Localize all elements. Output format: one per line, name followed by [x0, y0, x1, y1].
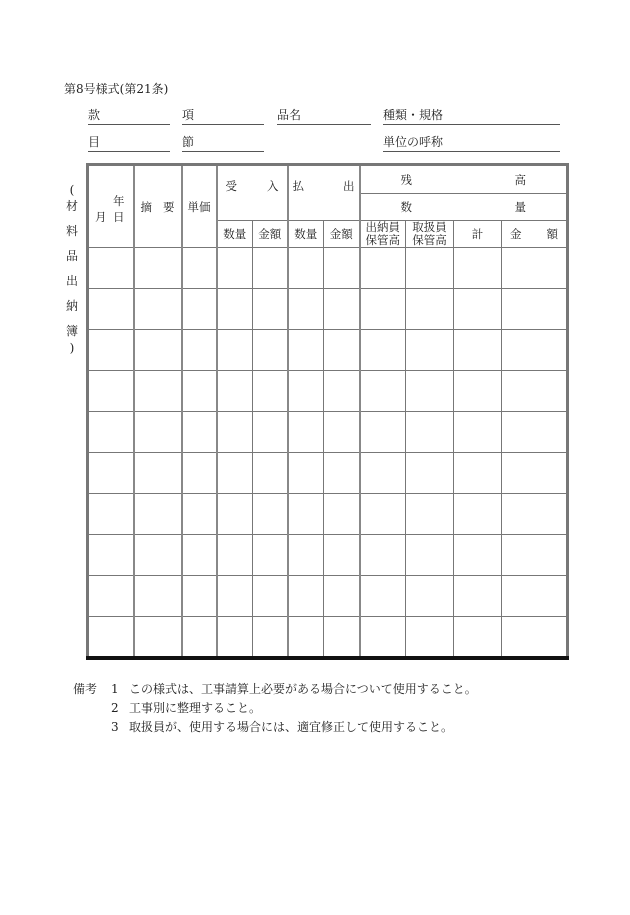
- table-row: [88, 617, 568, 658]
- header-quantity-b: 量: [514, 200, 526, 214]
- table-cell[interactable]: [502, 535, 568, 576]
- table-cell[interactable]: [324, 330, 360, 371]
- table-cell[interactable]: [454, 535, 502, 576]
- header-handler-2: 保管高: [412, 233, 447, 247]
- table-cell[interactable]: [454, 371, 502, 412]
- table-cell[interactable]: [502, 576, 568, 617]
- table-cell[interactable]: [253, 412, 288, 453]
- table-cell[interactable]: [406, 617, 454, 658]
- table-cell[interactable]: [324, 289, 360, 330]
- header-balance-b: 高: [514, 172, 526, 187]
- header-handler-holding: [406, 221, 454, 248]
- table-cell[interactable]: [182, 453, 217, 494]
- table-cell[interactable]: [134, 453, 182, 494]
- table-cell[interactable]: [288, 453, 324, 494]
- table-cell[interactable]: [502, 617, 568, 658]
- table-cell[interactable]: [253, 248, 288, 289]
- table-cell[interactable]: [454, 412, 502, 453]
- table-cell[interactable]: [324, 371, 360, 412]
- table-cell[interactable]: [502, 248, 568, 289]
- table-cell[interactable]: [88, 617, 134, 658]
- header-amount-b: 額: [546, 227, 558, 241]
- table-cell[interactable]: [360, 617, 406, 658]
- table-cell[interactable]: [360, 494, 406, 535]
- table-cell[interactable]: [134, 289, 182, 330]
- table-cell[interactable]: [182, 535, 217, 576]
- table-cell[interactable]: [253, 494, 288, 535]
- header-handler-1: 取扱員: [412, 220, 447, 234]
- table-cell[interactable]: [288, 371, 324, 412]
- table-cell[interactable]: [288, 576, 324, 617]
- note-num: 1: [111, 682, 119, 696]
- header-date: [88, 165, 134, 248]
- table-cell[interactable]: [360, 371, 406, 412]
- table-cell[interactable]: [134, 371, 182, 412]
- field-tani[interactable]: [383, 135, 560, 152]
- table-cell[interactable]: [182, 576, 217, 617]
- header-unit-price: 単価: [182, 165, 217, 248]
- table-cell[interactable]: [502, 289, 568, 330]
- notes-label: 備考: [73, 682, 98, 696]
- header-month: 月: [95, 209, 107, 224]
- table-row: [88, 494, 568, 535]
- table-cell[interactable]: [454, 494, 502, 535]
- field-kou[interactable]: [182, 108, 264, 125]
- table-cell[interactable]: [217, 494, 253, 535]
- note-text: この様式は、工事請算上必要がある場合について使用すること。: [129, 682, 477, 696]
- field-setsu-label: 節: [182, 135, 195, 149]
- header-summary-b: 要: [163, 199, 175, 214]
- table-cell[interactable]: [454, 330, 502, 371]
- table-cell[interactable]: [288, 289, 324, 330]
- table-cell[interactable]: [502, 494, 568, 535]
- note-item: [73, 680, 477, 699]
- side-char: 簿: [65, 324, 78, 338]
- table-cell[interactable]: [454, 248, 502, 289]
- table-cell[interactable]: [217, 330, 253, 371]
- table-cell[interactable]: [406, 494, 454, 535]
- table-cell[interactable]: [324, 617, 360, 658]
- table-cell[interactable]: [324, 248, 360, 289]
- table-cell[interactable]: [217, 453, 253, 494]
- table-cell[interactable]: [134, 617, 182, 658]
- side-label: [64, 183, 80, 355]
- header-amount-a: 金: [510, 227, 522, 241]
- table-cell[interactable]: [88, 248, 134, 289]
- table-cell[interactable]: [182, 412, 217, 453]
- table-cell[interactable]: [253, 289, 288, 330]
- header-cashier-holding: [360, 221, 406, 248]
- table-cell[interactable]: [360, 412, 406, 453]
- table-cell[interactable]: [217, 617, 253, 658]
- table-cell[interactable]: [406, 371, 454, 412]
- table-cell[interactable]: [88, 576, 134, 617]
- ledger-table: [86, 163, 569, 660]
- table-cell[interactable]: [134, 248, 182, 289]
- table-cell[interactable]: [406, 535, 454, 576]
- field-moku[interactable]: [88, 135, 170, 152]
- table-cell[interactable]: [134, 576, 182, 617]
- header-payout-qty: 数量: [288, 221, 324, 248]
- table-cell[interactable]: [182, 617, 217, 658]
- table-cell[interactable]: [324, 412, 360, 453]
- table-cell[interactable]: [288, 330, 324, 371]
- table-cell[interactable]: [324, 494, 360, 535]
- field-moku-label: 目: [88, 135, 101, 149]
- table-cell[interactable]: [406, 453, 454, 494]
- table-row: [88, 535, 568, 576]
- note-item: [73, 699, 477, 718]
- table-cell[interactable]: [253, 453, 288, 494]
- field-kan-label: 款: [88, 108, 101, 122]
- field-kan[interactable]: [88, 108, 170, 125]
- table-cell[interactable]: [217, 248, 253, 289]
- side-char: ): [69, 341, 75, 355]
- table-cell[interactable]: [502, 371, 568, 412]
- header-summary: [134, 165, 182, 248]
- header-payout-a: 払: [292, 179, 304, 193]
- header-payout-amount: 金額: [324, 221, 360, 248]
- header-cashier-1: 出納員: [365, 220, 400, 234]
- form-title: 第8号様式(第21条): [64, 82, 169, 96]
- table-cell[interactable]: [253, 576, 288, 617]
- table-cell[interactable]: [502, 453, 568, 494]
- table-cell[interactable]: [360, 289, 406, 330]
- header-quantity: [360, 194, 568, 221]
- side-char: 料: [65, 224, 78, 238]
- table-cell[interactable]: [360, 248, 406, 289]
- table-cell[interactable]: [324, 535, 360, 576]
- table-cell[interactable]: [288, 617, 324, 658]
- table-cell[interactable]: [502, 412, 568, 453]
- table-cell[interactable]: [454, 453, 502, 494]
- header-balance-amount: [502, 221, 568, 248]
- table-cell[interactable]: [182, 289, 217, 330]
- table-cell[interactable]: [253, 617, 288, 658]
- header-receipt-a: 受: [225, 179, 237, 193]
- field-hinmei-label: 品名: [277, 108, 302, 122]
- table-cell[interactable]: [324, 576, 360, 617]
- table-cell[interactable]: [288, 535, 324, 576]
- table-cell[interactable]: [134, 535, 182, 576]
- header-summary-a: 摘: [140, 199, 152, 214]
- table-row: [88, 576, 568, 617]
- table-cell[interactable]: [134, 330, 182, 371]
- table-cell[interactable]: [288, 494, 324, 535]
- table-cell[interactable]: [288, 248, 324, 289]
- header-cashier-2: 保管高: [365, 233, 400, 247]
- table-cell[interactable]: [406, 576, 454, 617]
- side-char: 材: [65, 199, 78, 213]
- table-cell[interactable]: [406, 330, 454, 371]
- table-cell[interactable]: [88, 412, 134, 453]
- table-cell[interactable]: [182, 371, 217, 412]
- table-cell[interactable]: [182, 330, 217, 371]
- table-cell[interactable]: [217, 535, 253, 576]
- table-cell[interactable]: [134, 412, 182, 453]
- note-text: 取扱員が、使用する場合には、適宜修正して使用すること。: [129, 720, 454, 734]
- side-char: 納: [65, 299, 78, 313]
- header-receipt: [217, 165, 288, 221]
- note-num: 2: [111, 701, 119, 715]
- table-cell[interactable]: [454, 617, 502, 658]
- field-setsu[interactable]: [182, 135, 264, 152]
- table-cell[interactable]: [88, 330, 134, 371]
- field-hinmei[interactable]: [277, 108, 371, 125]
- notes: [73, 680, 477, 737]
- table-cell[interactable]: [406, 412, 454, 453]
- table-cell[interactable]: [88, 535, 134, 576]
- table-cell[interactable]: [406, 248, 454, 289]
- table-cell[interactable]: [324, 453, 360, 494]
- header-balance: [360, 165, 568, 194]
- table-cell[interactable]: [182, 248, 217, 289]
- header-payout-b: 出: [343, 179, 355, 193]
- table-row: [88, 453, 568, 494]
- table-cell[interactable]: [217, 412, 253, 453]
- header-receipt-qty: 数量: [217, 221, 253, 248]
- table-row: [88, 289, 568, 330]
- header-year: 年: [113, 193, 125, 208]
- table-cell[interactable]: [502, 330, 568, 371]
- field-shurui-label: 種類・規格: [383, 108, 444, 122]
- side-char: 出: [65, 274, 78, 288]
- header-total: 計: [454, 221, 502, 248]
- table-cell[interactable]: [253, 371, 288, 412]
- table-cell[interactable]: [217, 371, 253, 412]
- header-receipt-amount: 金額: [253, 221, 288, 248]
- note-num: 3: [111, 720, 119, 734]
- header-payout: [288, 165, 360, 221]
- note-item: [73, 718, 477, 737]
- table-cell[interactable]: [134, 494, 182, 535]
- header-balance-a: 残: [400, 172, 412, 187]
- table-cell[interactable]: [182, 494, 217, 535]
- table-cell[interactable]: [253, 535, 288, 576]
- side-char: 品: [65, 249, 78, 263]
- table-cell[interactable]: [360, 330, 406, 371]
- table-cell[interactable]: [360, 576, 406, 617]
- field-tani-label: 単位の呼称: [383, 135, 444, 149]
- table-cell[interactable]: [454, 289, 502, 330]
- table-cell[interactable]: [454, 576, 502, 617]
- table-cell[interactable]: [406, 289, 454, 330]
- table-cell[interactable]: [288, 412, 324, 453]
- table-cell[interactable]: [88, 289, 134, 330]
- table-cell[interactable]: [217, 576, 253, 617]
- table-cell[interactable]: [88, 494, 134, 535]
- table-cell[interactable]: [360, 535, 406, 576]
- table-cell[interactable]: [360, 453, 406, 494]
- table-cell[interactable]: [88, 453, 134, 494]
- table-cell[interactable]: [217, 289, 253, 330]
- header-quantity-a: 数: [400, 200, 412, 214]
- field-kou-label: 項: [182, 108, 195, 122]
- table-row: [88, 371, 568, 412]
- table-row: [88, 330, 568, 371]
- table-row: [88, 248, 568, 289]
- table-cell[interactable]: [88, 371, 134, 412]
- note-text: 工事別に整理すること。: [129, 701, 262, 715]
- table-row: [88, 412, 568, 453]
- header-day: 日: [113, 209, 125, 224]
- field-shurui[interactable]: [383, 108, 560, 125]
- header-receipt-b: 入: [267, 179, 279, 193]
- table-cell[interactable]: [253, 330, 288, 371]
- side-char: (: [69, 183, 75, 197]
